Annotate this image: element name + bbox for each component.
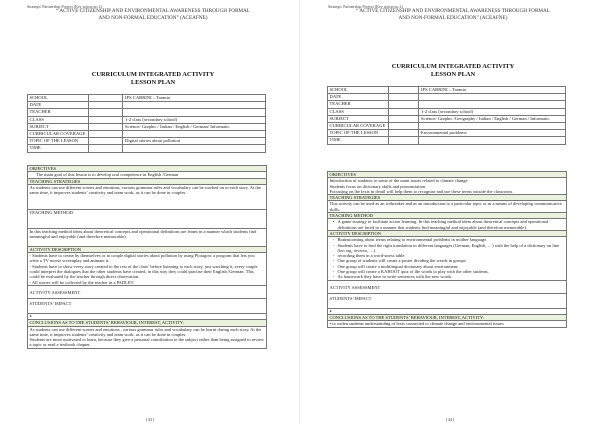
info-row-coverage: CURRICULAR COVERAGE (28, 131, 266, 138)
activity-item: - Brainstorming about terms relating to environmental problems in mother language. (332, 237, 488, 243)
strategies-heading: TEACHING STRATEGIES (328, 195, 566, 201)
lesson-plan-title: LESSON PLAN (130, 79, 176, 86)
info-row-topic: TOPIC OF THE LESSON Environmental problems (328, 130, 566, 137)
conclusions-heading: CONCLUSIONS AS TO THE STUDENTS’ BEHAVIOUR, INTEREST, ACTIVITY: (28, 320, 266, 326)
activity-item: - recording them in a word-stress table. (332, 253, 406, 259)
objective-line: Focussing on the lexis in detail will help them to recognise and use these terms outside the classroom. (329, 188, 513, 194)
objectives-text: The main goal of this lesson is to develop oral competence in English /German (28, 172, 266, 178)
objective-line: Introduction of students to some of the main issues related to climate change. (329, 178, 469, 184)
info-row-teacher: TEACHER (28, 109, 266, 116)
project-title-line1: “ ACTIVE CITIZENSHIP AND ENVIRONMENTAL AWARENESS THROUGH FORMAL (56, 8, 250, 14)
page-44 (300, 0, 600, 424)
project-title-line2: AND NON-FORMAL EDUCATION” (ACEAFNE) (398, 14, 508, 21)
impact-heading: STUDENTS’ IMPACT (28, 299, 266, 314)
lesson-plan-title: LESSON PLAN (430, 71, 476, 78)
info-row-school: SCHOOL IPS CABRINI – Taranto (28, 95, 266, 102)
activity-item: - One group of students will create a poster dividing the words in groups. (332, 258, 467, 264)
method-text (328, 219, 566, 231)
lesson-details (327, 171, 567, 328)
conclusions-heading: CONCLUSIONS AS TO THE STUDENTS’ BEHAVIOUR, INTEREST, ACTIVITY: (328, 315, 566, 321)
info-row-date: DATE (28, 102, 266, 109)
activity-heading: ACTIVITY DESCRIPTION (28, 247, 266, 253)
method-text: In this teaching method ideas about theoretical concepts and operational definitions are learnt in a manner which students find meaningful and enjoyable (and therefore memorable). (28, 229, 266, 247)
conclusions-text: • to widen students understanding of lexis connected to climate change and environmental issues (329, 321, 504, 327)
lesson-details (27, 165, 267, 349)
info-row-time: TIME (328, 137, 566, 144)
info-row-school: SCHOOL IPS CABRINI – Taranto (328, 87, 566, 94)
project-title-line1: “ ACTIVE CITIZENSHIP AND ENVIRONMENTAL AWARENESS THROUGH FORMAL (356, 8, 550, 14)
activity-text (328, 237, 566, 280)
activity-heading: ACTIVITY DESCRIPTION (328, 231, 566, 237)
assessment-heading: ACTIVITY ASSESSMENT (328, 281, 566, 294)
bullet-icon: ● (328, 309, 566, 315)
activity-item: - Students have to show every story created to the rest of the class’ before listening to each story, just watching it, every couple could interpret the dialogues that the other students have created, in this way they could practise their English /German. This could be evaluated by the teacher through direct observation. (29, 263, 258, 280)
method-heading: TEACHING METHOD (328, 213, 566, 219)
info-row-class: CLASS 1-2 class (secondary school) (28, 116, 266, 123)
objectives-heading: OBJECTIVES (328, 172, 566, 178)
activity-title: CURRICULUM INTEGRATED ACTIVITY (391, 63, 515, 70)
activity-item: - Students have to create by themselves or in couple digital stories about pollution by using Plotagon: a program that lets you write a TV movie screenplay and animate it. (29, 253, 255, 264)
objective-line: Students focus on dictionary skills and pronunciation. (329, 183, 427, 189)
activity-item: - One group will create a multilingual dictionary about environment; (332, 263, 459, 269)
method-bullet: • A game strategy to facilitate action learning. In this teaching method ideas about theoretical concepts and operational definitions are faced in a manner that students find meaningful and enjoyable (and therefore memorable). (330, 219, 565, 230)
strategies-heading: TEACHING STRATEGIES (28, 179, 266, 185)
objectives-text (328, 178, 566, 195)
info-row-topic: TOPIC OF THE LESSON Digital stories about pollution (28, 138, 266, 145)
project-label: Strategic Partnership Project (Key action no 2) (27, 4, 102, 9)
bullet-icon: ● (28, 314, 266, 320)
assessment-heading: ACTIVITY ASSESSMENT (28, 286, 266, 299)
activity-text (28, 253, 266, 286)
activity-item: - As homework they have to write sentences with the new words. (332, 274, 453, 280)
project-label: Strategic Partnership Project (Key action no 2) (328, 4, 403, 9)
info-row-teacher: TEACHER (328, 101, 566, 108)
activity-item: - All stories will be collected by the teacher in a PADLET. (29, 279, 135, 285)
activity-item: - Students have to find the right translation in different languages (German, English, …) with the help of a dictionary on line (leo.org, reverso, …). (332, 242, 560, 253)
info-row-date: DATE (328, 94, 566, 101)
objectives-heading: OBJECTIVES (28, 166, 266, 172)
info-row-class: CLASS 1-2 class (secondary school) (328, 108, 566, 115)
info-row-coverage: CURRICULAR COVERAGE (328, 123, 566, 130)
impact-heading: STUDENTS’ IMPACT (328, 294, 566, 309)
info-row-time: TIME (28, 145, 266, 152)
conclusions-text (28, 327, 266, 348)
info-row-subject: SUBJECT Science/ Graphic /Geography / Italian / English / German / Informatic (328, 115, 566, 122)
conclusion-paragraph: Students are more motivated to learn, because they give a personal contribution to the subject rather than being assigned to review a topic or read a textbook chapter. (29, 337, 265, 348)
activity-item: - One group will create a KAHOOT quiz of the words to play with the other students. (332, 269, 489, 275)
page-number: [43] (146, 417, 154, 422)
lesson-info-table (27, 94, 266, 153)
lesson-info-table (327, 86, 566, 145)
method-heading: TEACHING METHOD (28, 210, 266, 229)
page-number: [44] (446, 417, 454, 422)
strategies-text: As students can use different scenes and emotions, various grammar rules and vocabulary can be worked on in each story. At the same time, it improves students’ creativity and team work, as it can be done in couples. (28, 185, 266, 210)
info-row-subject: SUBJECT Science/ Graphic / Italian / English / German/ Informatic (28, 123, 266, 130)
conclusion-paragraph: As students can use different scenes and emotions , various grammar rules and vocabulary can be learnt during each story. At the same time, it improves students’ creativity and team work, as it can be done in couples. (29, 326, 262, 337)
bullet-icon: • (332, 219, 335, 225)
activity-title: CURRICULUM INTEGRATED ACTIVITY (91, 71, 215, 78)
strategies-text: This activity can be used as an icebreaker and as an introduction to a particular topic or as a means of developing communicative skills. (328, 201, 566, 213)
project-title-line2: AND NON-FORMAL EDUCATION” (ACEAFNE) (98, 14, 208, 21)
